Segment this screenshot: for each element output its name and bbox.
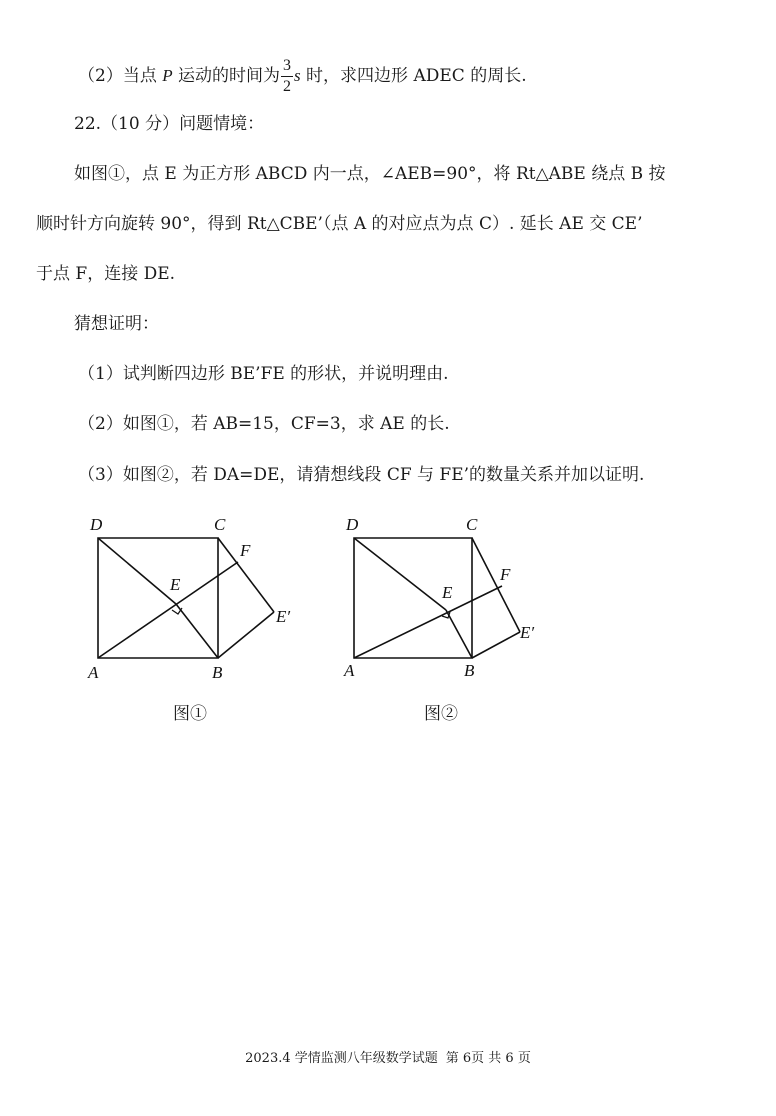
label-a: A: [344, 661, 355, 680]
segment-eb: [176, 604, 218, 658]
segment-de: [98, 538, 176, 604]
var-p: P: [162, 66, 173, 85]
figure-2-diagram: [336, 510, 576, 690]
figure-1-diagram: [80, 510, 320, 690]
figure-2-caption: 图②: [424, 704, 458, 724]
q22-context-line3: 于点 F，连接 DE.: [36, 264, 176, 284]
page-info: 第 6页 共 6 页: [445, 1051, 531, 1066]
label-e: E: [442, 583, 453, 602]
label-f: F: [240, 541, 251, 560]
label-d: D: [90, 515, 103, 534]
exam-title: 2023.4 学情监测八年级数学试题: [245, 1051, 438, 1066]
square-abcd: [354, 538, 472, 658]
label-e-prime: E′: [276, 607, 291, 626]
label-d: D: [346, 515, 359, 534]
q22-part1: （1）试判断四边形 BE’FE 的形状，并说明理由.: [78, 364, 449, 384]
q22-context-line2: 顺时针方向旋转 90°，得到 Rt△CBE’（点 A 的对应点为点 C）. 延长 AE 交 CE’: [36, 214, 643, 234]
q22-part3: （3）如图②，若 DA=DE，请猜想线段 CF 与 FE’的数量关系并加以证明.: [78, 465, 645, 485]
q21-part2-mid: 运动的时间为: [172, 66, 281, 86]
label-f: F: [500, 565, 511, 584]
page-footer: [0, 1047, 776, 1066]
fraction-3-2: [281, 58, 293, 95]
fraction-numerator: 3: [281, 58, 293, 77]
label-a: A: [88, 663, 99, 682]
fraction-denominator: 2: [283, 78, 292, 95]
q21-part2-suffix: 时，求四边形 ADEC 的周长.: [300, 66, 527, 86]
label-c: C: [214, 515, 226, 534]
q21-part2-prefix: （2）当点: [78, 66, 163, 86]
q21-part2-line: [78, 58, 527, 95]
q22-part2: （2）如图①，若 AB=15，CF=3，求 AE 的长.: [78, 414, 450, 434]
label-e: E: [170, 575, 181, 594]
q22-context-line1: 如图①，点 E 为正方形 ABCD 内一点，∠AEB=90°，将 Rt△ABE 绕点 B 按: [74, 164, 666, 184]
segment-be-prime: [472, 632, 520, 658]
segment-be-prime: [218, 612, 274, 658]
figure-1-caption: 图①: [173, 704, 207, 724]
unit-s: s: [294, 66, 301, 85]
segment-de: [354, 538, 446, 610]
segment-ce-prime: [472, 538, 520, 632]
label-c: C: [466, 515, 478, 534]
label-e-prime: E′: [520, 623, 535, 642]
square-abcd: [98, 538, 218, 658]
q22-header: 22.（10 分）问题情境：: [74, 114, 265, 134]
q22-section-title: 猜想证明：: [74, 314, 159, 334]
segment-eb: [446, 610, 472, 658]
label-b: B: [212, 663, 223, 682]
segment-af: [98, 562, 238, 658]
label-b: B: [464, 661, 475, 680]
